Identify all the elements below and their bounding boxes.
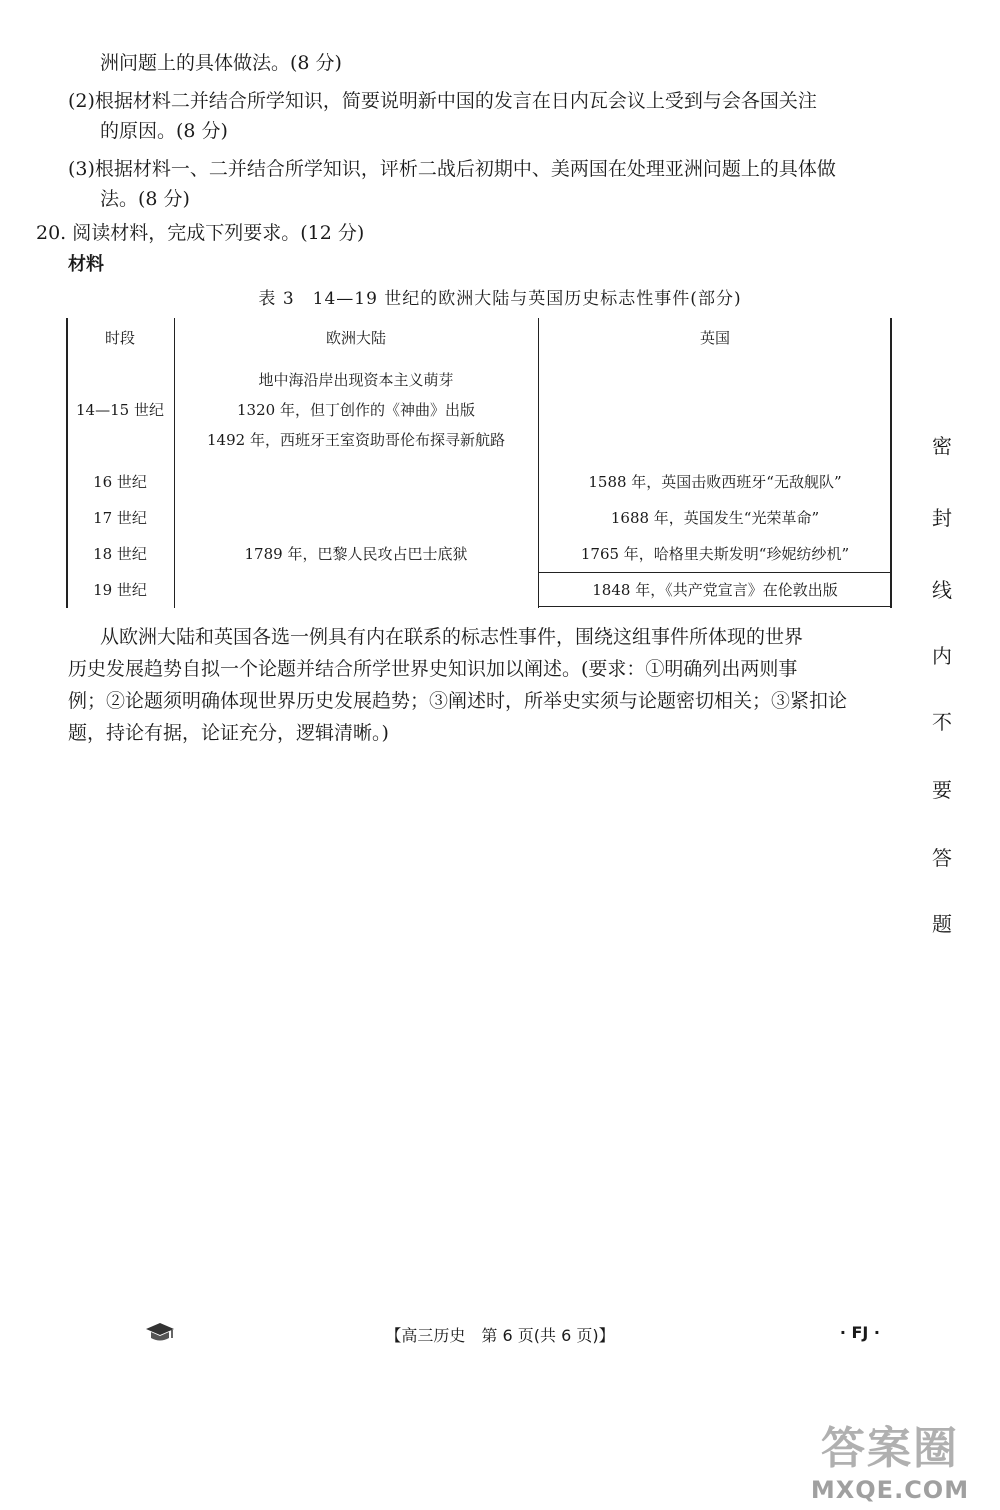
seal-char: 要 bbox=[932, 778, 952, 802]
seal-char: 答 bbox=[932, 846, 952, 870]
question-19-part3-cont: 法。(8 分) bbox=[100, 188, 190, 210]
europe-event-divine-comedy: 1320 年，但丁创作的《神曲》出版 bbox=[237, 401, 475, 419]
header-britain: 英国 bbox=[699, 329, 730, 347]
page-number: 【高三历史 第 6 页(共 6 页)】 bbox=[385, 1326, 615, 1345]
period-17: 17 世纪 bbox=[93, 509, 147, 527]
region-code: · FJ · bbox=[839, 1323, 880, 1342]
britain-event-armada: 1588 年，英国击败西班牙“无敌舰队” bbox=[588, 473, 842, 491]
question-19-part3: (3)根据材料一、二并结合所学知识，评析二战后初期中、美两国在处理亚洲问题上的具体做 bbox=[68, 158, 836, 180]
seal-char: 封 bbox=[932, 506, 952, 530]
prompt-line-2: 历史发展趋势自拟一个论题并结合所学世界史知识加以阐述。(要求：①明确列出两则事 bbox=[68, 658, 798, 680]
britain-event-glorious-revolution: 1688 年，英国发生“光荣革命” bbox=[610, 509, 820, 527]
watermark-url: MXQE.COM bbox=[810, 1476, 970, 1504]
question-19-part1-tail: 洲问题上的具体做法。(8 分) bbox=[100, 52, 342, 74]
seal-char: 内 bbox=[932, 644, 952, 668]
britain-event-spinning-jenny: 1765 年，哈格里夫斯发明“珍妮纺纱机” bbox=[580, 545, 850, 563]
europe-event-columbus: 1492 年，西班牙王室资助哥伦布探寻新航路 bbox=[207, 431, 505, 449]
period-16: 16 世纪 bbox=[93, 473, 147, 491]
period-19: 19 世纪 bbox=[93, 581, 147, 599]
seal-char: 线 bbox=[932, 578, 952, 602]
europe-event-capitalism: 地中海沿岸出现资本主义萌芽 bbox=[258, 371, 454, 389]
prompt-line-4: 题，持论有据，论证充分，逻辑清晰。) bbox=[68, 722, 389, 744]
site-watermark bbox=[790, 1412, 990, 1504]
header-europe: 欧洲大陆 bbox=[325, 329, 386, 347]
material-label: 材料 bbox=[68, 254, 104, 275]
events-table bbox=[66, 318, 892, 608]
table-caption: 表 3 14—19 世纪的欧洲大陆与英国历史标志性事件(部分) bbox=[258, 289, 742, 309]
seal-line-strip bbox=[925, 430, 959, 936]
period-14-15: 14—15 世纪 bbox=[76, 401, 164, 419]
seal-char: 题 bbox=[932, 912, 952, 936]
prompt-line-1: 从欧洲大陆和英国各选一例具有内在联系的标志性事件，围绕这组事件所体现的世界 bbox=[100, 626, 804, 648]
watermark-logo-text: 答案圈 bbox=[821, 1423, 959, 1474]
europe-event-bastille: 1789 年，巴黎人民攻占巴士底狱 bbox=[244, 545, 468, 563]
table-divider-1 bbox=[174, 318, 175, 608]
table-bottom-line bbox=[538, 606, 892, 607]
britain-event-communist-manifesto: 1848 年，《共产党宣言》在伦敦出版 bbox=[592, 581, 838, 599]
seal-char: 不 bbox=[932, 710, 952, 734]
header-period: 时段 bbox=[104, 329, 135, 347]
prompt-line-3: 例；②论题须明确体现世界历史发展趋势；③阐述时，所举史实须与论题密切相关；③紧扣论 bbox=[68, 690, 848, 712]
table-divider-2 bbox=[538, 318, 539, 608]
period-18: 18 世纪 bbox=[93, 545, 147, 563]
table-border-left bbox=[66, 318, 68, 608]
table-border-right bbox=[890, 318, 892, 608]
question-19-part2: (2)根据材料二并结合所学知识，简要说明新中国的发言在日内瓦会议上受到与会各国关注 bbox=[68, 90, 817, 112]
seal-char: 密 bbox=[932, 434, 952, 458]
question-19-part2-cont: 的原因。(8 分) bbox=[100, 120, 228, 142]
table-row-divider bbox=[538, 572, 892, 573]
question-20-title: 20. 阅读材料，完成下列要求。(12 分) bbox=[36, 222, 365, 244]
